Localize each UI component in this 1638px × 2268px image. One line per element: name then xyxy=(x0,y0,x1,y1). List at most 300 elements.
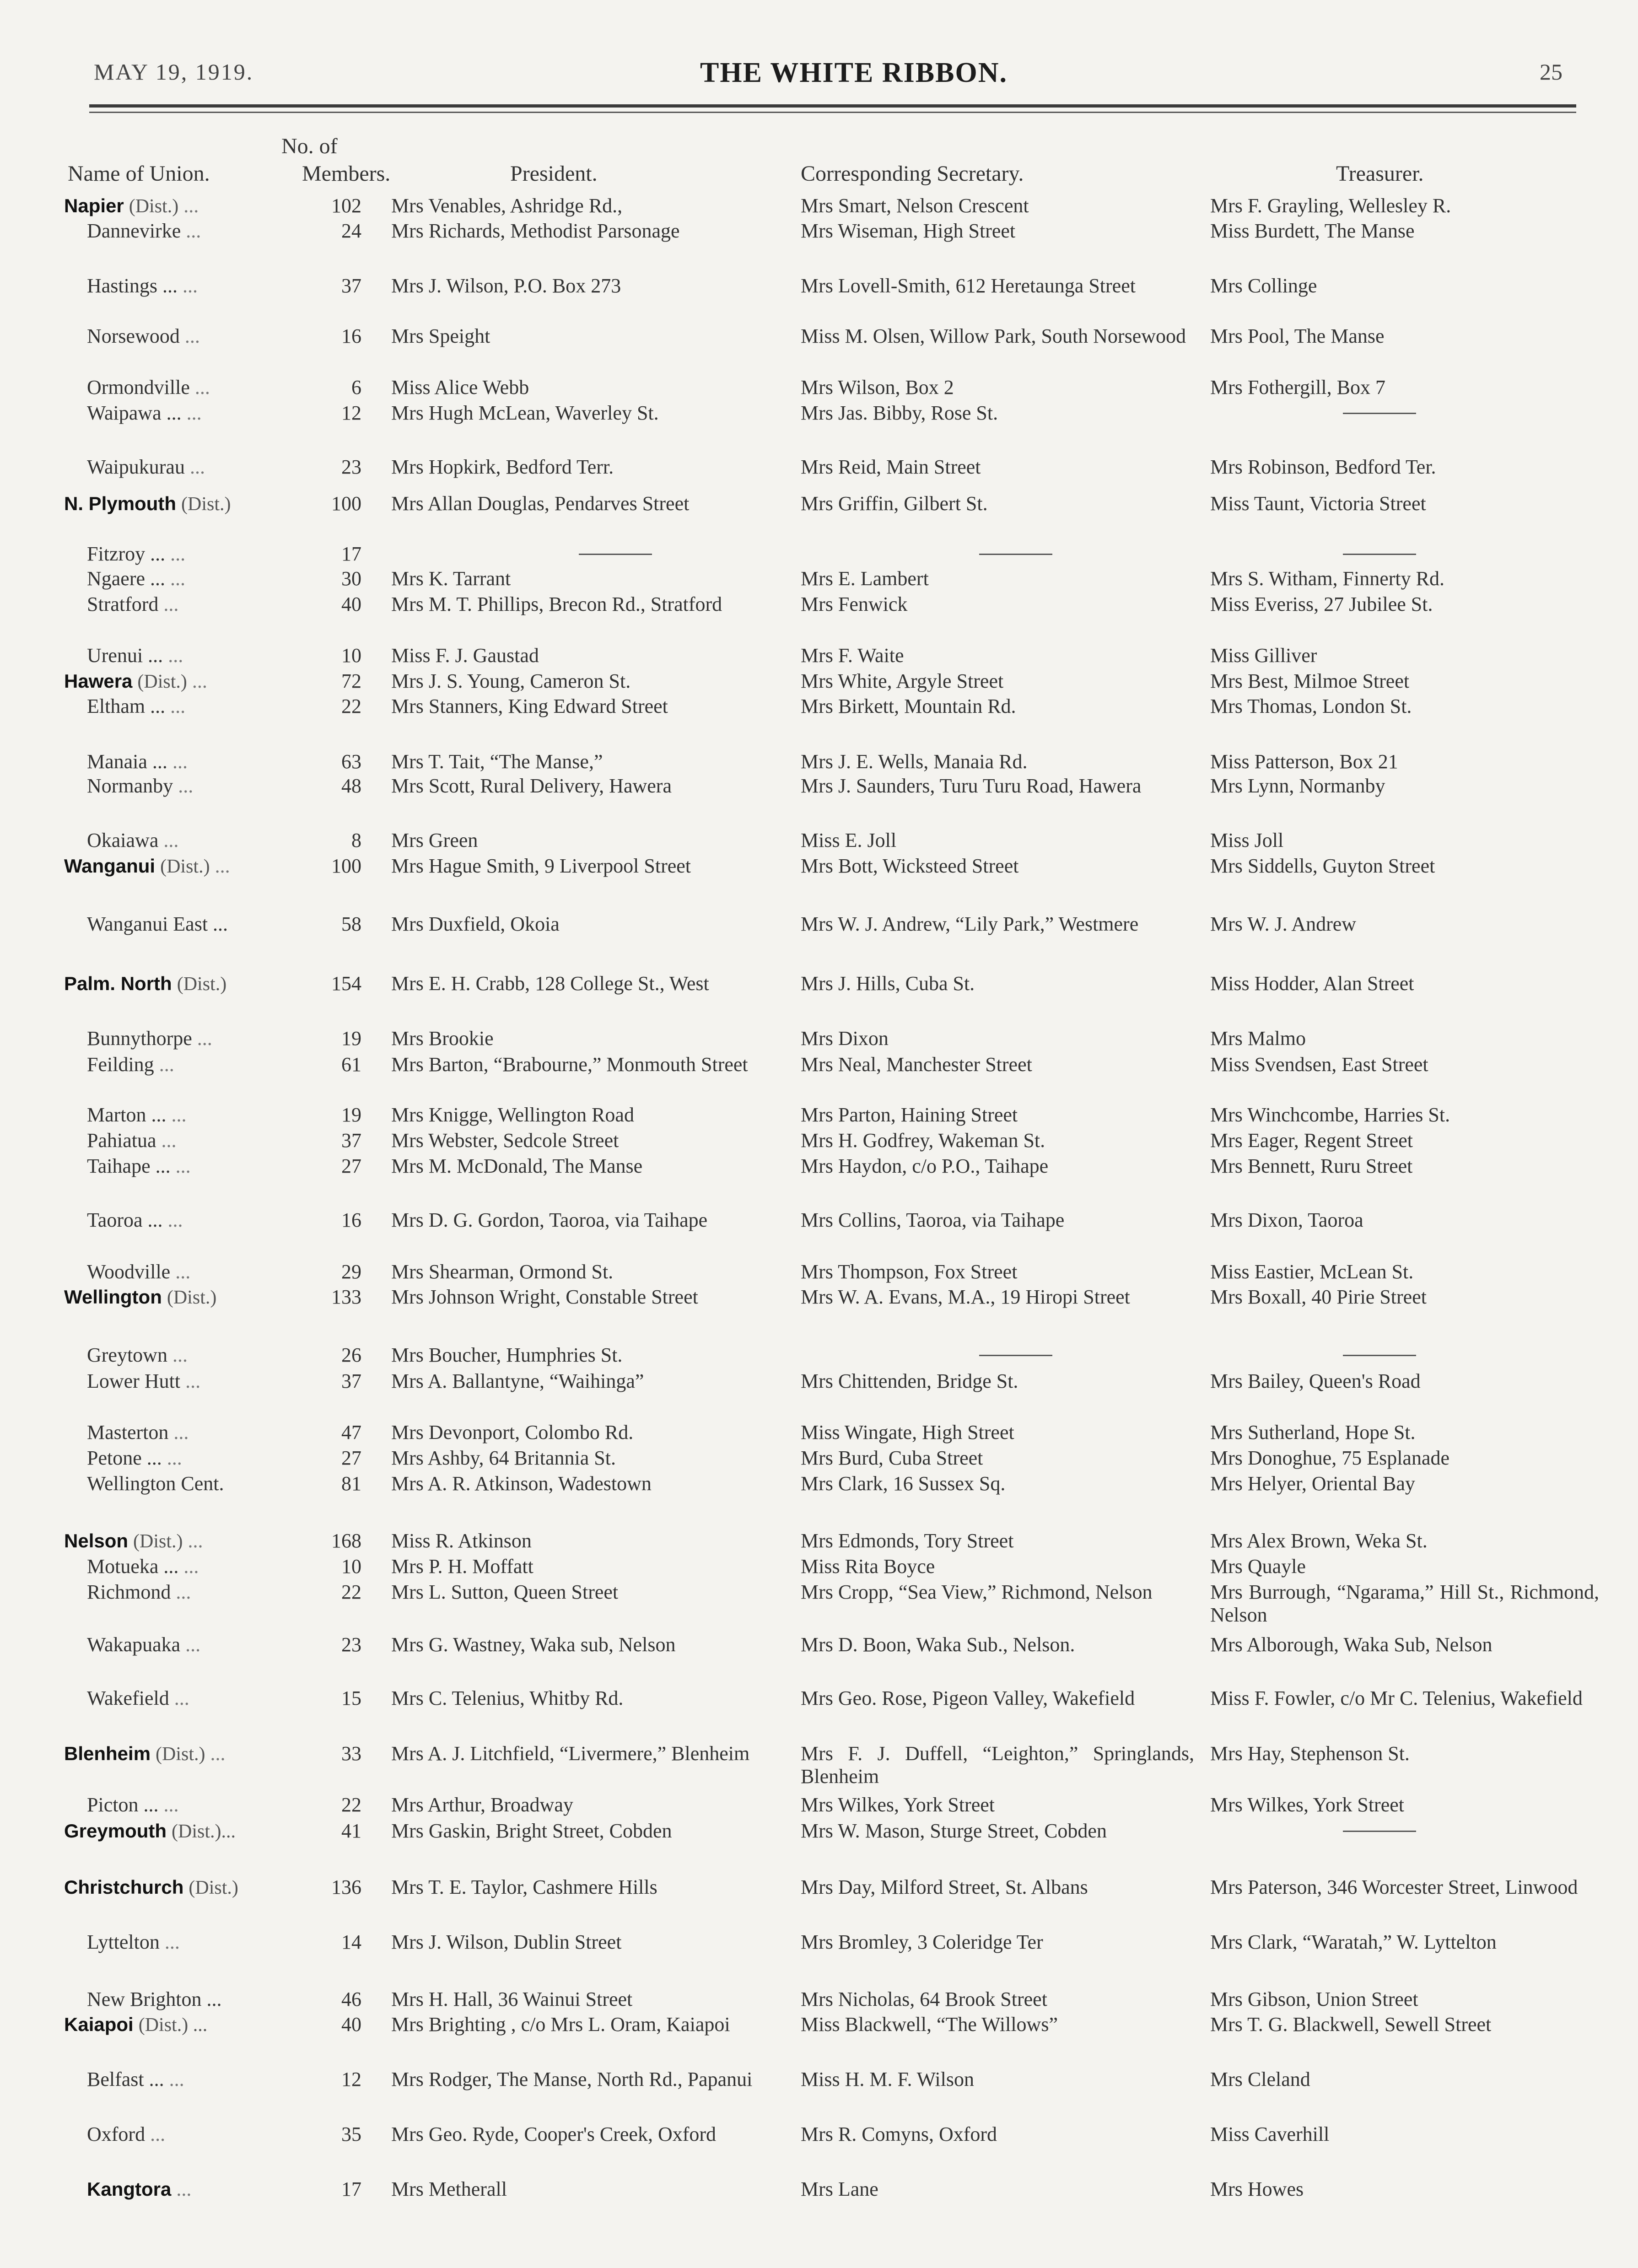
member-count: 24 xyxy=(341,220,361,242)
leader-dots: ... xyxy=(150,2123,166,2145)
union-name: Greytown xyxy=(87,1344,167,1366)
treasurer-cell: Mrs Bailey, Queen's Road xyxy=(1210,1370,1421,1392)
treasurer-cell: Miss Gilliver xyxy=(1210,644,1317,667)
page-number: 25 xyxy=(1540,59,1563,85)
treasurer-cell: Miss Joll xyxy=(1210,829,1284,851)
secretary-cell: Miss Rita Boyce xyxy=(801,1555,935,1578)
member-count: 19 xyxy=(341,1027,361,1050)
president-cell: Mrs Richards, Methodist Parsonage xyxy=(391,220,680,242)
member-count: 133 xyxy=(331,1286,361,1308)
member-count: 37 xyxy=(341,275,361,297)
union-name: Hawera xyxy=(64,670,133,692)
union-name: Eltham ... xyxy=(87,695,166,717)
union-name: Woodville xyxy=(87,1261,171,1283)
secretary-cell: Mrs W. Mason, Sturge Street, Cobden xyxy=(801,1820,1107,1842)
col-secretary-header: Corresponding Secretary. xyxy=(801,162,1024,186)
president-cell: Mrs Devonport, Colombo Rd. xyxy=(391,1421,634,1444)
union-name: Wanganui xyxy=(64,855,156,877)
secretary-cell: Miss M. Olsen, Willow Park, South Norsewood xyxy=(801,325,1186,347)
union-name: Masterton xyxy=(87,1421,169,1444)
member-count: 58 xyxy=(341,913,361,935)
district-label: (Dist.) xyxy=(129,196,179,217)
treasurer-cell: Mrs Best, Milmoe Street xyxy=(1210,670,1410,692)
leader-dots: ... xyxy=(169,2068,184,2090)
treasurer-cell: Mrs Lynn, Normanby xyxy=(1210,775,1385,797)
treasurer-cell: Mrs Hay, Stephenson St. xyxy=(1210,1742,1410,1765)
union-name-cell xyxy=(87,456,325,479)
blank-dash xyxy=(979,1355,1052,1356)
member-count: 17 xyxy=(341,2178,361,2200)
member-count: 154 xyxy=(331,972,361,995)
president-cell: Mrs Green xyxy=(391,829,478,851)
union-name: N. Plymouth xyxy=(64,493,177,514)
union-name-cell xyxy=(64,1820,302,1843)
secretary-cell: Mrs Bromley, 3 Coleridge Ter xyxy=(801,1931,1043,1953)
secretary-cell: Mrs Lane xyxy=(801,2178,878,2200)
treasurer-cell: Mrs Boxall, 40 Pirie Street xyxy=(1210,1286,1427,1308)
union-name: Normanby xyxy=(87,775,173,797)
secretary-cell: Mrs J. Hills, Cuba St. xyxy=(801,972,975,995)
member-count: 10 xyxy=(341,1555,361,1578)
district-label: (Dist.) xyxy=(189,1877,238,1898)
treasurer-cell: Mrs Dixon, Taoroa xyxy=(1210,1209,1363,1231)
union-name-cell xyxy=(87,1104,325,1126)
member-count: 22 xyxy=(341,1581,361,1603)
treasurer-cell: Mrs Robinson, Bedford Ter. xyxy=(1210,456,1436,478)
union-name: Palm. North xyxy=(64,973,172,994)
leader-dots: ... xyxy=(175,1155,191,1177)
treasurer-cell: Mrs Howes xyxy=(1210,2178,1304,2200)
member-count: 48 xyxy=(341,775,361,797)
leader-dots: ... xyxy=(173,1421,189,1444)
member-count: 15 xyxy=(341,1687,361,1709)
treasurer-cell: Mrs Eager, Regent Street xyxy=(1210,1129,1413,1152)
union-name-cell xyxy=(87,1931,325,1954)
secretary-cell: Mrs Birkett, Mountain Rd. xyxy=(801,695,1016,717)
president-cell: Mrs T. Tait, “The Manse,” xyxy=(391,750,603,773)
member-count: 102 xyxy=(331,194,361,217)
union-name-cell xyxy=(64,855,302,878)
president-cell: Mrs D. G. Gordon, Taoroa, via Taihape xyxy=(391,1209,708,1231)
member-count: 27 xyxy=(341,1155,361,1177)
union-name: Petone ... xyxy=(87,1447,162,1469)
secretary-cell: Mrs Cropp, “Sea View,” Richmond, Nelson xyxy=(801,1581,1153,1603)
district-label: (Dist.) xyxy=(133,1531,183,1552)
leader-dots: ... xyxy=(172,1344,188,1366)
president-cell: Mrs J. Wilson, P.O. Box 273 xyxy=(391,275,621,297)
member-count: 168 xyxy=(331,1530,361,1552)
member-count: 30 xyxy=(341,567,361,590)
leader-dots: ... xyxy=(164,1931,180,1953)
secretary-cell: Miss Wingate, High Street xyxy=(801,1421,1014,1444)
union-name: Bunnythorpe xyxy=(87,1027,192,1050)
president-cell: Mrs Metherall xyxy=(391,2178,507,2200)
member-count: 16 xyxy=(341,1209,361,1231)
union-name: Hastings ... xyxy=(87,275,178,297)
union-name-cell xyxy=(87,2068,325,2091)
union-name: Kangtora xyxy=(87,2178,172,2200)
union-name-cell xyxy=(87,376,325,399)
union-name-cell xyxy=(87,543,325,566)
blank-dash xyxy=(1343,1831,1416,1832)
union-name-cell xyxy=(64,1876,302,1899)
president-cell: Miss R. Atkinson xyxy=(391,1530,532,1552)
treasurer-cell: Mrs Malmo xyxy=(1210,1027,1306,1050)
secretary-cell: Mrs Collins, Taoroa, via Taihape xyxy=(801,1209,1065,1231)
district-label: (Dist.) xyxy=(137,671,187,692)
leader-dots: ... xyxy=(184,325,200,347)
secretary-cell: Mrs F. J. Duffell, “Leighton,” Springlands, Blenheim xyxy=(801,1742,1194,1788)
union-name-cell xyxy=(64,1286,302,1309)
secretary-cell: Miss H. M. F. Wilson xyxy=(801,2068,974,2090)
union-name: Waipukurau xyxy=(87,456,185,478)
union-name: Motueka ... xyxy=(87,1555,179,1578)
union-name-cell xyxy=(64,972,302,996)
treasurer-cell: Mrs Paterson, 346 Worcester Street, Linwood xyxy=(1210,1876,1578,1898)
union-name: Urenui ... xyxy=(87,644,163,667)
treasurer-cell: Mrs W. J. Andrew xyxy=(1210,913,1357,935)
union-name-cell xyxy=(87,775,325,797)
secretary-cell: Mrs Griffin, Gilbert St. xyxy=(801,492,988,515)
member-count: 33 xyxy=(341,1742,361,1765)
treasurer-cell: Mrs Siddells, Guyton Street xyxy=(1210,855,1435,877)
treasurer-cell: Mrs Winchcombe, Harries St. xyxy=(1210,1104,1450,1126)
member-count: 23 xyxy=(341,1633,361,1656)
blank-dash xyxy=(1343,413,1416,414)
treasurer-cell: Mrs Fothergill, Box 7 xyxy=(1210,376,1386,399)
president-cell: Mrs Scott, Rural Delivery, Hawera xyxy=(391,775,672,797)
union-name-cell xyxy=(87,1155,325,1178)
member-count: 40 xyxy=(341,593,361,615)
union-name: Waipawa ... xyxy=(87,402,182,424)
union-name-cell xyxy=(64,194,302,218)
union-name: Fitzroy ... xyxy=(87,543,166,565)
leader-dots: ... xyxy=(167,1209,183,1231)
district-label: (Dist.) xyxy=(177,974,227,995)
union-name: Wanganui East ... xyxy=(87,913,228,935)
president-cell: Mrs Gaskin, Bright Street, Cobden xyxy=(391,1820,672,1842)
treasurer-cell: Mrs Burrough, “Ngarama,” Hill St., Richmond, Nelson xyxy=(1210,1581,1599,1626)
secretary-cell: Mrs E. Lambert xyxy=(801,567,929,590)
secretary-cell: Mrs Dixon xyxy=(801,1027,889,1050)
member-count: 37 xyxy=(341,1129,361,1152)
leader-dots: ... xyxy=(172,750,188,773)
member-count: 14 xyxy=(341,1931,361,1953)
treasurer-cell: Mrs Cleland xyxy=(1210,2068,1310,2090)
leader-dots: ... xyxy=(186,220,201,242)
president-cell: Mrs T. E. Taylor, Cashmere Hills xyxy=(391,1876,657,1898)
union-name: Feilding xyxy=(87,1053,154,1076)
union-name: Nelson xyxy=(64,1530,129,1552)
treasurer-cell xyxy=(1210,543,1599,555)
secretary-cell: Mrs Wiseman, High Street xyxy=(801,220,1016,242)
president-cell: Mrs Duxfield, Okoia xyxy=(391,913,560,935)
leader-dots: ... xyxy=(185,1370,201,1392)
leader-dots: ... xyxy=(183,1555,199,1578)
member-count: 29 xyxy=(341,1261,361,1283)
leader-dots: ... xyxy=(194,376,210,399)
member-count: 22 xyxy=(341,1794,361,1816)
union-name: Kaiapoi xyxy=(64,2014,134,2035)
secretary-cell: Mrs Smart, Nelson Crescent xyxy=(801,194,1029,217)
member-count: 12 xyxy=(341,2068,361,2090)
secretary-cell: Miss E. Joll xyxy=(801,829,897,851)
secretary-cell: Mrs Clark, 16 Sussex Sq. xyxy=(801,1472,1006,1495)
secretary-cell: Mrs H. Godfrey, Wakeman St. xyxy=(801,1129,1045,1152)
union-name: Wellington Cent. xyxy=(87,1472,224,1495)
union-name: Lyttelton xyxy=(87,1931,160,1953)
member-count: 41 xyxy=(341,1820,361,1842)
union-name-cell xyxy=(87,593,325,616)
secretary-cell: Mrs F. Waite xyxy=(801,644,904,667)
treasurer-cell: Mrs Clark, “Waratah,” W. Lyttelton xyxy=(1210,1931,1497,1953)
union-name-cell xyxy=(64,670,302,693)
union-name-cell xyxy=(87,829,325,852)
member-count: 61 xyxy=(341,1053,361,1076)
leader-dots: ... xyxy=(170,543,186,565)
president-cell: Mrs A. Ballantyne, “Waihinga” xyxy=(391,1370,644,1392)
district-label: (Dist.)... xyxy=(172,1821,236,1842)
member-count: 81 xyxy=(341,1472,361,1495)
secretary-cell: Mrs J. E. Wells, Manaia Rd. xyxy=(801,750,1028,773)
treasurer-cell: Mrs Pool, The Manse xyxy=(1210,325,1385,347)
union-name: Wellington xyxy=(64,1286,162,1308)
president-cell: Mrs Hugh McLean, Waverley St. xyxy=(391,402,659,424)
president-cell xyxy=(391,543,776,555)
leader-dots: ... xyxy=(189,456,205,478)
union-name-cell xyxy=(87,1447,325,1470)
union-name: Manaia ... xyxy=(87,750,167,773)
union-name: Ormondville xyxy=(87,376,190,399)
president-cell: Mrs G. Wastney, Waka sub, Nelson xyxy=(391,1633,676,1656)
president-cell: Mrs C. Telenius, Whitby Rd. xyxy=(391,1687,624,1709)
leader-dots: ... xyxy=(210,1742,226,1765)
secretary-cell: Mrs Day, Milford Street, St. Albans xyxy=(801,1876,1088,1898)
president-cell: Miss Alice Webb xyxy=(391,376,529,399)
president-cell: Mrs Geo. Ryde, Cooper's Creek, Oxford xyxy=(391,2123,717,2145)
treasurer-cell: Mrs S. Witham, Finnerty Rd. xyxy=(1210,567,1444,590)
blank-dash xyxy=(579,554,652,555)
secretary-cell xyxy=(801,543,1194,555)
treasurer-cell: Miss Hodder, Alan Street xyxy=(1210,972,1414,995)
leader-dots: ... xyxy=(183,194,199,217)
union-name: Taoroa ... xyxy=(87,1209,163,1231)
union-name-cell xyxy=(87,913,325,936)
treasurer-cell: Miss F. Fowler, c/o Mr C. Telenius, Wakefield xyxy=(1210,1687,1583,1709)
leader-dots: ... xyxy=(176,1581,191,1603)
president-cell: Mrs Allan Douglas, Pendarves Street xyxy=(391,492,690,515)
union-name-cell xyxy=(87,567,325,590)
member-count: 10 xyxy=(341,644,361,667)
col-name-header: Name of Union. xyxy=(68,162,210,186)
member-count: 100 xyxy=(331,855,361,877)
member-count: 6 xyxy=(351,376,361,399)
col-members-header-line2: Members. xyxy=(302,162,391,186)
president-cell: Mrs Hague Smith, 9 Liverpool Street xyxy=(391,855,691,877)
leader-dots: ... xyxy=(168,644,183,667)
union-name-cell xyxy=(87,1261,325,1283)
member-count: 26 xyxy=(341,1344,361,1366)
treasurer-cell: Miss Caverhill xyxy=(1210,2123,1330,2145)
member-count: 17 xyxy=(341,543,361,565)
secretary-cell: Mrs Thompson, Fox Street xyxy=(801,1261,1018,1283)
secretary-cell: Mrs White, Argyle Street xyxy=(801,670,1004,692)
union-name: Picton ... xyxy=(87,1794,159,1816)
union-name: Stratford xyxy=(87,593,159,615)
leader-dots: ... xyxy=(171,1104,187,1126)
leader-dots: ... xyxy=(163,1794,179,1816)
union-name-cell xyxy=(87,325,325,348)
leader-dots: ... xyxy=(192,670,207,692)
treasurer-cell: Mrs Thomas, London St. xyxy=(1210,695,1412,717)
secretary-cell: Mrs D. Boon, Waka Sub., Nelson. xyxy=(801,1633,1075,1656)
treasurer-cell: Mrs Bennett, Ruru Street xyxy=(1210,1155,1413,1177)
treasurer-cell: Miss Everiss, 27 Jubilee St. xyxy=(1210,593,1433,615)
secretary-cell: Miss Blackwell, “The Willows” xyxy=(801,2013,1058,2036)
secretary-cell: Mrs Jas. Bibby, Rose St. xyxy=(801,402,998,424)
treasurer-cell xyxy=(1210,402,1599,414)
union-name-cell xyxy=(87,1421,325,1444)
district-label: (Dist.) ... xyxy=(138,2015,208,2036)
secretary-cell: Mrs W. J. Andrew, “Lily Park,” Westmere xyxy=(801,913,1139,935)
member-count: 100 xyxy=(331,492,361,515)
president-cell: Mrs Hopkirk, Bedford Terr. xyxy=(391,456,614,478)
treasurer-cell: Mrs Gibson, Union Street xyxy=(1210,1988,1418,2010)
treasurer-cell: Miss Svendsen, East Street xyxy=(1210,1053,1428,1076)
president-cell: Mrs L. Sutton, Queen Street xyxy=(391,1581,619,1603)
president-cell: Mrs H. Hall, 36 Wainui Street xyxy=(391,1988,633,2010)
treasurer-cell: Miss Eastier, McLean St. xyxy=(1210,1261,1414,1283)
member-count: 40 xyxy=(341,2013,361,2036)
secretary-cell: Mrs J. Saunders, Turu Turu Road, Hawera xyxy=(801,775,1142,797)
union-name: Ngaere ... xyxy=(87,567,166,590)
union-name-cell xyxy=(87,1053,325,1076)
secretary-cell: Mrs W. A. Evans, M.A., 19 Hiropi Street xyxy=(801,1286,1130,1308)
union-name: Wakefield xyxy=(87,1687,169,1709)
president-cell: Mrs Brookie xyxy=(391,1027,494,1050)
treasurer-cell: Miss Taunt, Victoria Street xyxy=(1210,492,1426,515)
union-name-cell xyxy=(87,1209,325,1232)
leader-dots: ... xyxy=(163,593,179,615)
president-cell: Mrs Boucher, Humphries St. xyxy=(391,1344,623,1366)
president-cell: Mrs P. H. Moffatt xyxy=(391,1555,533,1578)
union-name-cell xyxy=(64,1742,302,1766)
treasurer-cell: Mrs Alborough, Waka Sub, Nelson xyxy=(1210,1633,1493,1656)
secretary-cell: Mrs Chittenden, Bridge St. xyxy=(801,1370,1018,1392)
member-count: 47 xyxy=(341,1421,361,1444)
leader-dots: ... xyxy=(186,402,202,424)
president-cell: Mrs A. R. Atkinson, Wadestown xyxy=(391,1472,652,1495)
president-cell: Mrs Webster, Sedcole Street xyxy=(391,1129,619,1152)
union-name-cell xyxy=(87,1794,325,1816)
secretary-cell: Mrs Bott, Wicksteed Street xyxy=(801,855,1019,877)
union-name-cell xyxy=(87,1129,325,1152)
secretary-cell: Mrs Haydon, c/o P.O., Taihape xyxy=(801,1155,1049,1177)
union-name: Norsewood xyxy=(87,325,180,347)
union-name: Okaiawa xyxy=(87,829,159,851)
secretary-cell: Mrs Nicholas, 64 Brook Street xyxy=(801,1988,1047,2010)
president-cell: Miss F. J. Gaustad xyxy=(391,644,539,667)
union-name-cell xyxy=(87,1344,325,1367)
union-name: Napier xyxy=(64,195,124,216)
union-name-cell xyxy=(87,402,325,425)
president-cell: Mrs Barton, “Brabourne,” Monmouth Street xyxy=(391,1053,748,1076)
treasurer-cell: Mrs F. Grayling, Wellesley R. xyxy=(1210,194,1451,217)
union-name: Wakapuaka xyxy=(87,1633,181,1656)
union-name-cell xyxy=(87,1472,325,1495)
union-name: Marton ... xyxy=(87,1104,167,1126)
union-name: Christchurch xyxy=(64,1876,184,1898)
secretary-cell: Mrs Lovell-Smith, 612 Heretaunga Street xyxy=(801,275,1136,297)
member-count: 46 xyxy=(341,1988,361,2010)
union-name-cell xyxy=(87,644,325,667)
treasurer-cell: Mrs Alex Brown, Weka St. xyxy=(1210,1530,1428,1552)
union-name-cell xyxy=(87,275,325,297)
secretary-cell: Mrs Fenwick xyxy=(801,593,908,615)
blank-dash xyxy=(1343,1355,1416,1356)
treasurer-cell: Miss Patterson, Box 21 xyxy=(1210,750,1398,773)
member-count: 27 xyxy=(341,1447,361,1469)
president-cell: Mrs M. T. Phillips, Brecon Rd., Stratford xyxy=(391,593,722,615)
district-label: (Dist.) xyxy=(181,494,231,515)
president-cell: Mrs Arthur, Broadway xyxy=(391,1794,573,1816)
treasurer-cell: Mrs Quayle xyxy=(1210,1555,1306,1578)
secretary-cell: Mrs Wilson, Box 2 xyxy=(801,376,954,399)
leader-dots: ... xyxy=(170,567,186,590)
treasurer-cell xyxy=(1210,1820,1599,1832)
president-cell: Mrs Johnson Wright, Constable Street xyxy=(391,1286,698,1308)
col-treasurer-header: Treasurer. xyxy=(1336,162,1424,186)
member-count: 72 xyxy=(341,670,361,692)
president-cell: Mrs Stanners, King Edward Street xyxy=(391,695,668,717)
treasurer-cell: Mrs Collinge xyxy=(1210,275,1317,297)
union-name-cell xyxy=(87,1687,325,1710)
leader-dots: ... xyxy=(185,1633,201,1656)
secretary-cell: Mrs Wilkes, York Street xyxy=(801,1794,995,1816)
union-name: Richmond xyxy=(87,1581,171,1603)
president-cell: Mrs Shearman, Ormond St. xyxy=(391,1261,614,1283)
leader-dots: ... xyxy=(161,1129,177,1152)
union-name-cell xyxy=(64,2013,302,2036)
leader-dots: ... xyxy=(167,1447,182,1469)
member-count: 23 xyxy=(341,456,361,478)
union-name-cell xyxy=(64,492,302,516)
publication-title: THE WHITE RIBBON. xyxy=(700,57,1008,88)
union-name-cell xyxy=(87,750,325,773)
secretary-cell: Mrs Parton, Haining Street xyxy=(801,1104,1018,1126)
district-label: (Dist.) xyxy=(156,1744,205,1765)
president-cell: Mrs Ashby, 64 Britannia St. xyxy=(391,1447,616,1469)
leader-dots: ... xyxy=(175,1261,191,1283)
union-name: Blenheim xyxy=(64,1743,151,1764)
union-name-cell xyxy=(87,695,325,718)
union-name: Pahiatua xyxy=(87,1129,156,1152)
leader-dots: ... xyxy=(159,1053,174,1076)
col-members-header-line1: No. of xyxy=(281,134,338,158)
treasurer-cell: Mrs T. G. Blackwell, Sewell Street xyxy=(1210,2013,1492,2036)
president-cell: Mrs M. McDonald, The Manse xyxy=(391,1155,643,1177)
secretary-cell: Mrs Burd, Cuba Street xyxy=(801,1447,983,1469)
union-name-cell xyxy=(87,1988,325,2011)
leader-dots: ... xyxy=(178,775,194,797)
president-cell: Mrs A. J. Litchfield, “Livermere,” Blenheim xyxy=(391,1742,750,1765)
leader-dots: ... xyxy=(188,1530,203,1552)
union-name-cell xyxy=(87,2178,325,2201)
president-cell: Mrs J. S. Young, Cameron St. xyxy=(391,670,631,692)
union-name: Greymouth xyxy=(64,1820,167,1842)
secretary-cell: Mrs Edmonds, Tory Street xyxy=(801,1530,1014,1552)
treasurer-cell xyxy=(1210,1344,1599,1356)
